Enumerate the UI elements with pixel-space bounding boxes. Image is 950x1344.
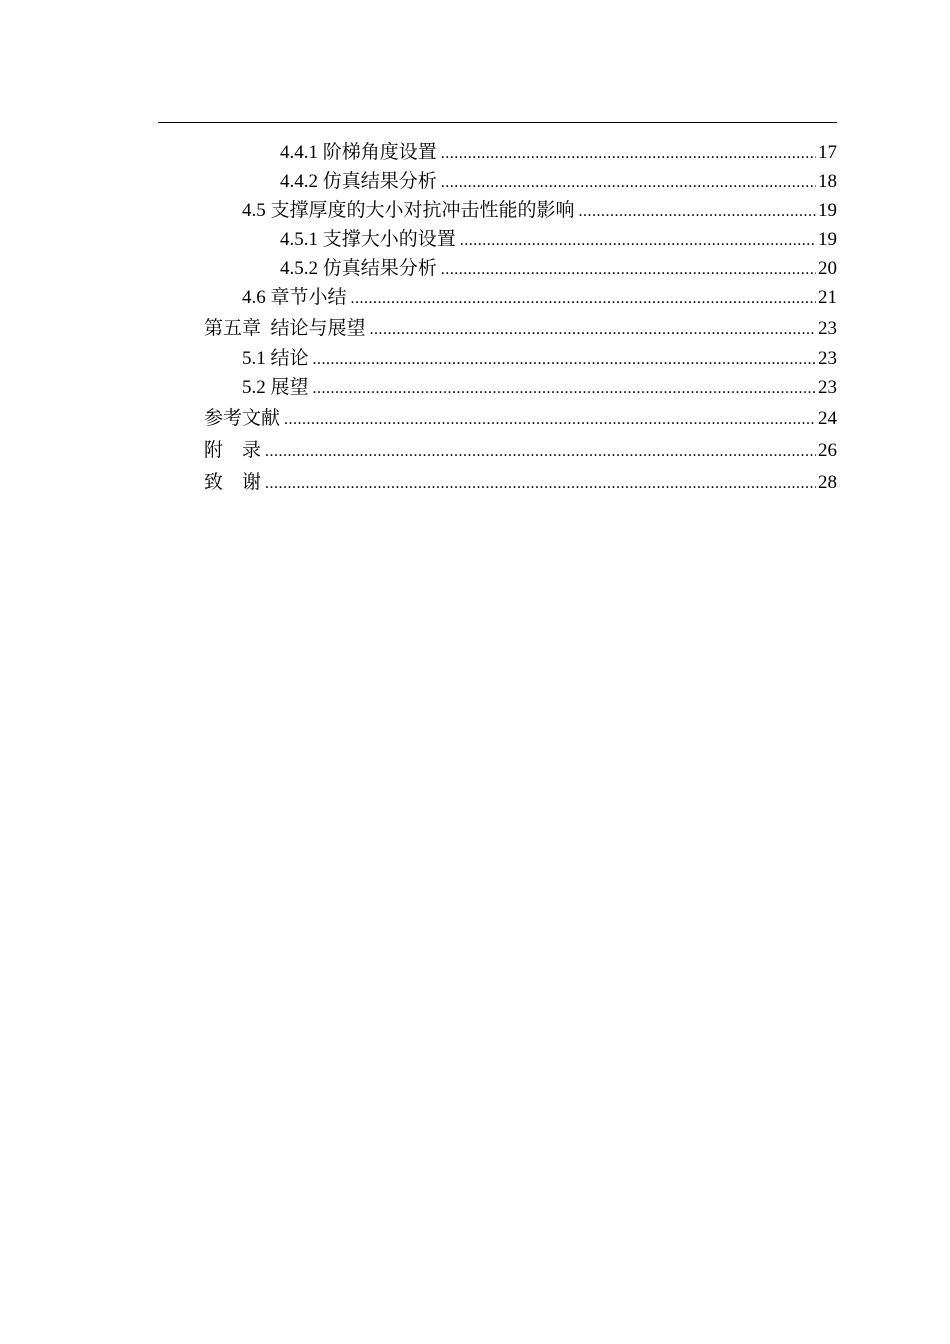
toc-entry-acknowledgements[interactable] — [204, 468, 837, 494]
toc-entry-page: 23 — [818, 318, 837, 339]
toc-leader-dots — [265, 474, 816, 494]
toc-entry-label: 参考文献 — [204, 408, 281, 429]
toc-entry-label: 4.5 支撑厚度的大小对抗冲击性能的影响 — [242, 200, 575, 221]
toc-leader-dots — [313, 379, 816, 399]
toc-entry-4-5-1[interactable] — [280, 225, 837, 251]
toc-entry-label: 4.5.1 支撑大小的设置 — [280, 229, 456, 250]
toc-leader-dots — [441, 173, 816, 193]
toc-entry-page: 28 — [818, 472, 837, 493]
toc-leader-dots — [441, 260, 816, 280]
toc-leader-dots — [284, 410, 816, 430]
toc-leader-dots — [313, 350, 816, 370]
toc-entry-page: 18 — [818, 171, 837, 192]
toc-leader-dots — [351, 289, 816, 309]
toc-entry-4-6[interactable] — [242, 283, 837, 309]
toc-entry-page: 23 — [818, 348, 837, 369]
toc-entry-page: 23 — [818, 377, 837, 398]
toc-entry-4-4-1[interactable] — [280, 138, 837, 164]
toc-leader-dots — [265, 442, 816, 462]
toc-entry-appendix[interactable] — [204, 436, 837, 462]
toc-leader-dots — [579, 202, 816, 222]
toc-leader-dots — [370, 320, 816, 340]
toc-entry-page: 20 — [818, 258, 837, 279]
toc-entry-page: 24 — [818, 408, 837, 429]
toc-entry-4-5-2[interactable] — [280, 254, 837, 280]
toc-leader-dots — [460, 231, 816, 251]
toc-entry-label: 5.1 结论 — [242, 348, 309, 369]
toc-entry-page: 26 — [818, 440, 837, 461]
toc-entry-5-2[interactable] — [242, 373, 837, 399]
toc-entry-label: 4.4.1 阶梯角度设置 — [280, 142, 437, 163]
toc-entry-label: 4.4.2 仿真结果分析 — [280, 171, 437, 192]
toc-entry-label: 附 录 — [204, 440, 262, 461]
toc-entry-label: 第五章 结论与展望 — [204, 318, 366, 339]
toc-entry-label: 4.6 章节小结 — [242, 287, 347, 308]
toc-entry-references[interactable] — [204, 404, 837, 430]
toc-entry-page: 19 — [818, 229, 837, 250]
toc-entry-label: 致 谢 — [204, 472, 262, 493]
toc-entry-page: 19 — [818, 200, 837, 221]
toc-leader-dots — [441, 144, 816, 164]
toc-entry-4-4-2[interactable] — [280, 167, 837, 193]
toc-entry-5-1[interactable] — [242, 344, 837, 370]
toc-entry-label: 4.5.2 仿真结果分析 — [280, 258, 437, 279]
header-rule — [158, 122, 837, 123]
toc-entry-page: 17 — [818, 142, 837, 163]
toc-entry-label: 5.2 展望 — [242, 377, 309, 398]
toc-entry-chapter-5[interactable] — [204, 314, 837, 340]
toc-entry-page: 21 — [818, 287, 837, 308]
toc-entry-4-5[interactable] — [242, 196, 837, 222]
